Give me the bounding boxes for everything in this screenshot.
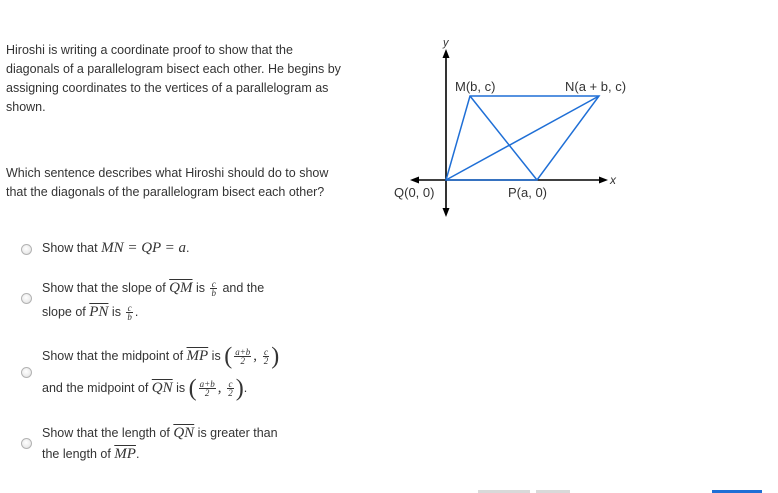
diagonal-qn [446, 96, 599, 180]
question-text: Which sentence describes what Hiroshi should do to show that the diagonals of the parallelogram bisect each other? [6, 166, 329, 199]
x-axis-label: x [610, 173, 616, 187]
segment-mp: $\overline{MP}$ [114, 446, 136, 462]
label-n: N(a + b, c) [565, 79, 627, 94]
y-axis-label: y [443, 37, 449, 49]
option-1-math: MN = QP = a [101, 240, 187, 256]
y-axis-arrow-down [443, 208, 450, 217]
option-2-text: Show that the slope of $\overline{QM}$ is $\frac{c}{b}$ and the slope of $\overline{PN}$ is $\frac{c}{b}$ . [42, 279, 265, 323]
option-4-text: Show that the length of $\overline{QN}$ is greater than the length of $\overline{MP}$. [42, 425, 278, 462]
segment-qm: $\overline{QM}$ [169, 280, 193, 296]
fraction-c-over-2: $\frac{c}{2}$ [228, 379, 233, 399]
problem-intro: Hiroshi is writing a coordinate proof to show that the diagonals of a parallelogram bisect each other. He begins by assigning coordinates to the vertices of a parallelogram as shown. [6, 43, 341, 114]
option-1-text: Show that MN = QP = a. [42, 240, 190, 256]
parallelogram-diagram [385, 35, 655, 220]
segment-pn: $\overline{PN}$ [89, 304, 109, 320]
radio-button-2[interactable] [21, 293, 32, 304]
fraction-c-over-b: $\frac{c}{b}$ [211, 279, 216, 299]
fraction-a-plus-b-over-2: $\frac{a+b}{2}$ [199, 379, 215, 399]
fraction-c-over-2: $\frac{c}{2}$ [263, 347, 269, 367]
fraction-a-plus-b-over-2: $\frac{a+b}{2}$ [235, 347, 251, 367]
radio-button-4[interactable] [21, 438, 32, 449]
label-m: M(b, c) [455, 79, 496, 94]
x-axis-arrow-left [410, 177, 419, 184]
fraction-c-over-b: $\frac{c}{b}$ [127, 303, 132, 323]
segment-qn: $\overline{QN}$ [173, 425, 195, 441]
segment-qn: $\overline{QN}$ [151, 380, 173, 396]
radio-button-1[interactable] [21, 244, 32, 255]
diagonal-mp [470, 96, 537, 180]
y-axis-arrow-up [443, 49, 450, 58]
segment-mp: $\overline{MP}$ [186, 348, 209, 364]
label-p: P(a, 0) [508, 185, 548, 200]
label-q: Q(0, 0) [394, 185, 435, 200]
option-3-text: Show that the midpoint of $\overline{MP}$ is ( $\frac{a+b}{2}$ , $\frac{c}{2}$ ) and the midpoint of $\overline{QN}$ is ( $\frac{a+b}{2}$ , $\frac{c}{2}$ ). [42, 343, 280, 402]
x-axis-arrow-right [599, 177, 608, 184]
radio-button-3[interactable] [21, 367, 32, 378]
